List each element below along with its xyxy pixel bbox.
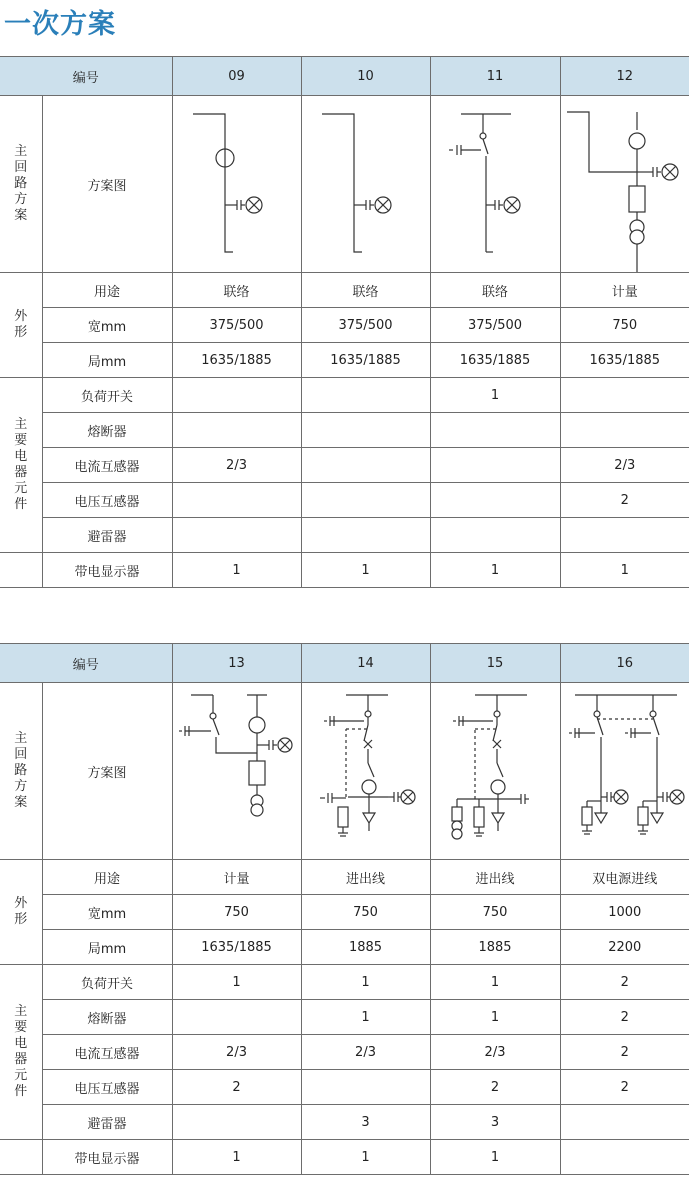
cell: 1 bbox=[172, 553, 301, 588]
load-switch-row bbox=[0, 378, 689, 413]
cell: 1 bbox=[560, 553, 689, 588]
fuse-row bbox=[0, 413, 689, 448]
empty-section-cell bbox=[0, 1140, 42, 1175]
width-row bbox=[0, 308, 689, 343]
indicator-label: 带电显示器 bbox=[42, 1140, 172, 1175]
cell: 2 bbox=[560, 483, 689, 518]
cell bbox=[301, 518, 430, 553]
ct-row bbox=[0, 448, 689, 483]
outline-section-label: 外 形 bbox=[0, 273, 42, 378]
scheme-table-1 bbox=[0, 56, 689, 588]
cell bbox=[560, 518, 689, 553]
load-switch-label: 负荷开关 bbox=[42, 378, 172, 413]
arrester-row bbox=[0, 518, 689, 553]
width-row bbox=[0, 895, 689, 930]
scheme-number: 12 bbox=[560, 57, 689, 96]
cell bbox=[172, 483, 301, 518]
cell: 375/500 bbox=[301, 308, 430, 343]
depth-row bbox=[0, 343, 689, 378]
cell: 1635/1885 bbox=[172, 343, 301, 378]
cell: 3 bbox=[430, 1105, 560, 1140]
circuit-diagram-09 bbox=[172, 96, 301, 273]
usage-label: 用途 bbox=[42, 273, 172, 308]
cell: 进出线 bbox=[430, 860, 560, 895]
circuit-diagram-11 bbox=[430, 96, 560, 273]
cell: 1635/1885 bbox=[301, 343, 430, 378]
cell bbox=[430, 518, 560, 553]
cell bbox=[301, 413, 430, 448]
main-circuit-section-label: 主 回 路 方 案 bbox=[0, 96, 42, 273]
cell bbox=[172, 1000, 301, 1035]
diagram-label: 方案图 bbox=[42, 683, 172, 860]
cell: 1 bbox=[430, 1140, 560, 1175]
cell: 1635/1885 bbox=[172, 930, 301, 965]
cell: 2/3 bbox=[172, 448, 301, 483]
cell: 1 bbox=[172, 1140, 301, 1175]
number-header: 编号 bbox=[0, 57, 172, 96]
load-switch-row bbox=[0, 965, 689, 1000]
cell: 联络 bbox=[301, 273, 430, 308]
scheme-number: 14 bbox=[301, 644, 430, 683]
cell: 3 bbox=[301, 1105, 430, 1140]
cell: 2 bbox=[560, 1035, 689, 1070]
cell: 2 bbox=[430, 1070, 560, 1105]
scheme-number: 15 bbox=[430, 644, 560, 683]
fuse-label: 熔断器 bbox=[42, 1000, 172, 1035]
cell: 375/500 bbox=[430, 308, 560, 343]
scheme-number: 11 bbox=[430, 57, 560, 96]
fuse-label: 熔断器 bbox=[42, 413, 172, 448]
cell: 750 bbox=[560, 308, 689, 343]
scheme-number: 13 bbox=[172, 644, 301, 683]
diagram-label: 方案图 bbox=[42, 96, 172, 273]
cell: 计量 bbox=[560, 273, 689, 308]
cell: 联络 bbox=[430, 273, 560, 308]
cell bbox=[172, 518, 301, 553]
main-circuit-section-label: 主 回 路 方 案 bbox=[0, 683, 42, 860]
cell: 双电源进线 bbox=[560, 860, 689, 895]
cell: 750 bbox=[172, 895, 301, 930]
cell: 计量 bbox=[172, 860, 301, 895]
cell: 1635/1885 bbox=[430, 343, 560, 378]
cell bbox=[430, 413, 560, 448]
scheme-number: 10 bbox=[301, 57, 430, 96]
cell: 1635/1885 bbox=[560, 343, 689, 378]
cell: 1 bbox=[301, 965, 430, 1000]
cell: 1 bbox=[430, 1000, 560, 1035]
cell bbox=[430, 448, 560, 483]
circuit-diagram-16 bbox=[560, 683, 689, 860]
load-switch-label: 负荷开关 bbox=[42, 965, 172, 1000]
usage-label: 用途 bbox=[42, 860, 172, 895]
arrester-label: 避雷器 bbox=[42, 1105, 172, 1140]
cell: 2/3 bbox=[301, 1035, 430, 1070]
cell: 1 bbox=[301, 553, 430, 588]
cell: 进出线 bbox=[301, 860, 430, 895]
cell bbox=[172, 1105, 301, 1140]
scheme-number: 09 bbox=[172, 57, 301, 96]
cell bbox=[301, 448, 430, 483]
depth-label: 局mm bbox=[42, 343, 172, 378]
circuit-diagram-14 bbox=[301, 683, 430, 860]
cell: 1 bbox=[430, 965, 560, 1000]
arrester-row bbox=[0, 1105, 689, 1140]
fuse-row bbox=[0, 1000, 689, 1035]
cell: 1885 bbox=[301, 930, 430, 965]
cell: 2 bbox=[560, 965, 689, 1000]
number-header: 编号 bbox=[0, 644, 172, 683]
tie-plain-diagram-icon bbox=[302, 96, 431, 272]
cell: 375/500 bbox=[172, 308, 301, 343]
metering-switch-diagram-icon bbox=[173, 683, 302, 859]
metering-fuse-pt-diagram-icon bbox=[561, 96, 690, 272]
cell bbox=[172, 413, 301, 448]
cell: 1 bbox=[430, 553, 560, 588]
depth-label: 局mm bbox=[42, 930, 172, 965]
cell bbox=[560, 1140, 689, 1175]
diagram-row bbox=[0, 96, 689, 273]
cell: 1 bbox=[430, 378, 560, 413]
circuit-diagram-10 bbox=[301, 96, 430, 273]
indicator-row bbox=[0, 1140, 689, 1175]
width-label: 宽mm bbox=[42, 895, 172, 930]
cell: 1885 bbox=[430, 930, 560, 965]
cell bbox=[301, 378, 430, 413]
width-label: 宽mm bbox=[42, 308, 172, 343]
cell: 1 bbox=[301, 1000, 430, 1035]
pt-label: 电压互感器 bbox=[42, 1070, 172, 1105]
ct-feeder-diagram-icon bbox=[173, 96, 302, 272]
cell: 1000 bbox=[560, 895, 689, 930]
circuit-diagram-13 bbox=[172, 683, 301, 860]
diagram-row bbox=[0, 683, 689, 860]
indicator-label: 带电显示器 bbox=[42, 553, 172, 588]
circuit-diagram-15 bbox=[430, 683, 560, 860]
ct-row bbox=[0, 1035, 689, 1070]
cell bbox=[560, 378, 689, 413]
pt-row bbox=[0, 483, 689, 518]
page-title: 一次方案 bbox=[4, 9, 116, 40]
indicator-row bbox=[0, 553, 689, 588]
dual-source-diagram-icon bbox=[561, 683, 690, 859]
arrester-label: 避雷器 bbox=[42, 518, 172, 553]
scheme-table-2 bbox=[0, 643, 689, 1175]
cell: 2 bbox=[172, 1070, 301, 1105]
cell: 2 bbox=[560, 1000, 689, 1035]
cell bbox=[560, 413, 689, 448]
cell bbox=[172, 378, 301, 413]
header-row bbox=[0, 57, 689, 96]
cell bbox=[301, 1070, 430, 1105]
outline-section-label: 外 形 bbox=[0, 860, 42, 965]
cell bbox=[560, 1105, 689, 1140]
in-out-pt-diagram-icon bbox=[431, 683, 561, 859]
ct-label: 电流互感器 bbox=[42, 448, 172, 483]
header-row bbox=[0, 644, 689, 683]
cell: 联络 bbox=[172, 273, 301, 308]
usage-row bbox=[0, 860, 689, 895]
switch-tie-diagram-icon bbox=[431, 96, 561, 272]
cell: 2/3 bbox=[560, 448, 689, 483]
pt-row bbox=[0, 1070, 689, 1105]
cell bbox=[301, 483, 430, 518]
cell: 2/3 bbox=[172, 1035, 301, 1070]
empty-section-cell bbox=[0, 553, 42, 588]
main-components-section-label: 主 要 电 器 元 件 bbox=[0, 378, 42, 553]
cell: 750 bbox=[301, 895, 430, 930]
cell: 2/3 bbox=[430, 1035, 560, 1070]
cell: 1 bbox=[172, 965, 301, 1000]
main-components-section-label: 主 要 电 器 元 件 bbox=[0, 965, 42, 1140]
depth-row bbox=[0, 930, 689, 965]
cell: 1 bbox=[301, 1140, 430, 1175]
cell: 750 bbox=[430, 895, 560, 930]
cell: 2200 bbox=[560, 930, 689, 965]
cell bbox=[430, 483, 560, 518]
circuit-diagram-12 bbox=[560, 96, 689, 273]
usage-row bbox=[0, 273, 689, 308]
scheme-number: 16 bbox=[560, 644, 689, 683]
pt-label: 电压互感器 bbox=[42, 483, 172, 518]
in-out-arrester-diagram-icon bbox=[302, 683, 431, 859]
ct-label: 电流互感器 bbox=[42, 1035, 172, 1070]
cell: 2 bbox=[560, 1070, 689, 1105]
